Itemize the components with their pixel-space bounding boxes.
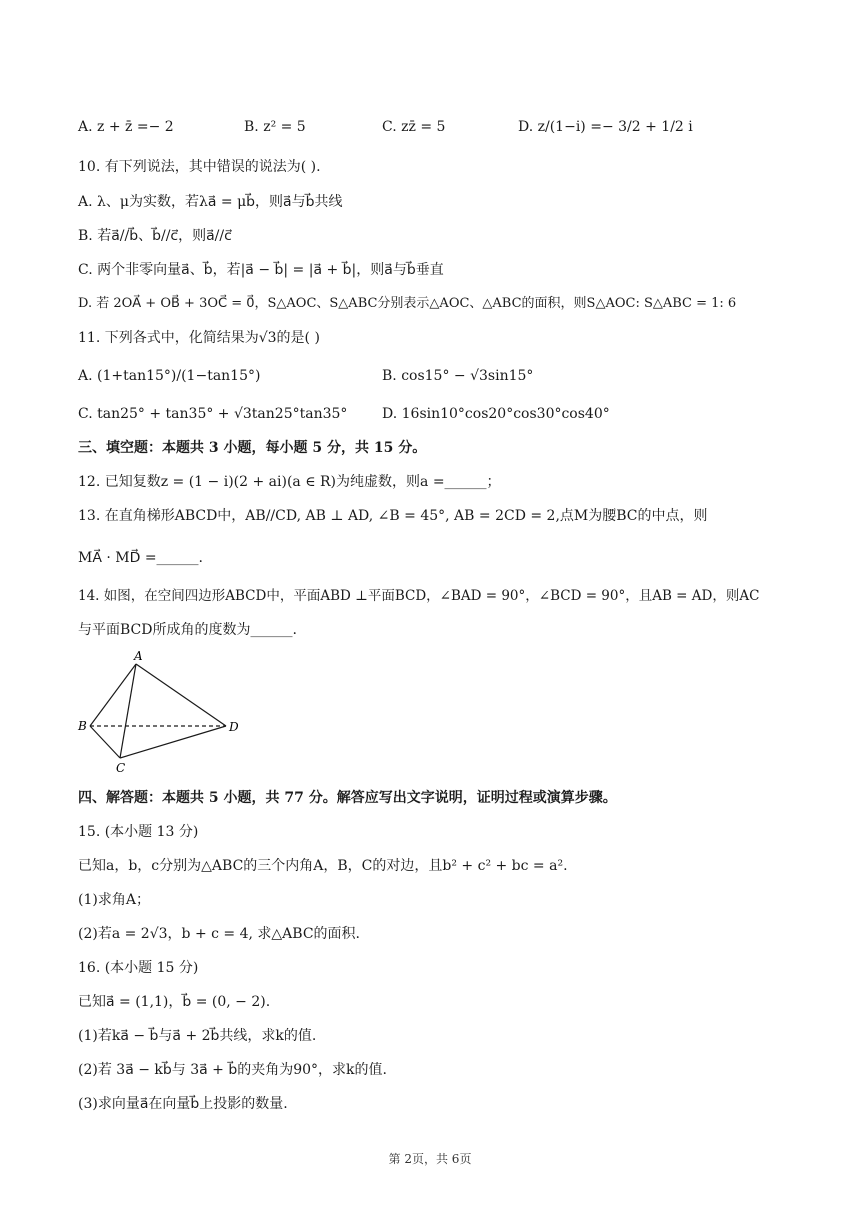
q10-stem: 10. 有下列说法，其中错误的说法为( ). [78, 159, 321, 175]
q15-stem: 已知a，b，c分别为△ABC的三个内角A，B，C的对边，且b² + c² + bc = a². [78, 858, 568, 874]
tetrahedron-figure [74, 646, 254, 776]
q16-heading: 16. (本小题 15 分) [78, 960, 199, 976]
q11-option-a: A. (1+tan15°)/(1−tan15°) [78, 368, 261, 384]
q13-text-line1: 13. 在直角梯形ABCD中，AB//CD, AB ⊥ AD, ∠B = 45°, AB = 2CD = 2,点M为腰BC的中点，则 [78, 508, 708, 524]
edge-ad [136, 664, 226, 726]
q16-part2: (2)若 3a⃗ − kb⃗与 3a⃗ + b⃗的夹角为90°，求k的值. [78, 1062, 387, 1078]
edge-ab [90, 664, 136, 726]
q9-option-b: B. z² = 5 [244, 119, 306, 135]
section-answer-title: 四、解答题：本题共 5 小题，共 77 分。解答应写出文字说明，证明过程或演算步骤。 [78, 790, 617, 806]
q10-option-d: D. 若 2OA⃗ + OB⃗ + 3OC⃗ = 0⃗，S△AOC、S△ABC分别表示△AOC、△ABC的面积，则S△AOC: S△ABC = 1: 6 [78, 296, 737, 311]
q10-option-a: A. λ、μ为实数，若λa⃗ = μb⃗，则a⃗与b⃗共线 [78, 194, 343, 210]
q14-text-line1: 14. 如图，在空间四边形ABCD中，平面ABD ⊥平面BCD，∠BAD = 90°，∠BCD = 90°，且AB = AD，则AC [78, 588, 760, 604]
q11-option-b: B. cos15° − √3sin15° [382, 368, 534, 384]
vertex-d-label: D [229, 720, 239, 734]
vertex-c-label: C [116, 761, 126, 775]
edge-bc [90, 726, 120, 758]
q9-option-c: C. zz̄ = 5 [382, 119, 446, 135]
q11-option-d: D. 16sin10°cos20°cos30°cos40° [382, 406, 610, 422]
section-fill-in-title: 三、填空题：本题共 3 小题，每小题 5 分，共 15 分。 [78, 440, 427, 456]
vertex-b-label: B [78, 719, 87, 733]
q16-part1: (1)若ka⃗ − b⃗与a⃗ + 2b⃗共线，求k的值. [78, 1028, 317, 1044]
q9-option-d: D. z/(1−i) =− 3/2 + 1/2 i [518, 119, 693, 135]
vertex-a-label: A [134, 649, 143, 663]
edge-cd [120, 726, 226, 758]
q14-text-line2: 与平面BCD所成角的度数为______. [78, 622, 297, 638]
q15-heading: 15. (本小题 13 分) [78, 824, 199, 840]
q16-stem: 已知a⃗ = (1,1)，b⃗ = (0, − 2). [78, 994, 271, 1010]
q13-text-line2: MA⃗ · MD⃗ =______. [78, 550, 204, 566]
q10-option-c: C. 两个非零向量a⃗、b⃗，若|a⃗ − b⃗| = |a⃗ + b⃗|，则a⃗与b⃗垂直 [78, 262, 444, 278]
page-footer: 第 2页，共 6页 [388, 1152, 472, 1166]
q12-text: 12. 已知复数z = (1 − i)(2 + ai)(a ∈ R)为纯虚数，则a =______； [78, 474, 501, 490]
q15-part2: (2)若a = 2√3，b + c = 4, 求△ABC的面积. [78, 926, 361, 942]
q9-option-a: A. z + z̄ =− 2 [78, 119, 174, 135]
q16-part3: (3)求向量a⃗在向量b⃗上投影的数量. [78, 1096, 288, 1112]
edge-ac [120, 664, 136, 758]
q11-stem: 11. 下列各式中，化简结果为√3的是( ) [78, 330, 320, 346]
q10-option-b: B. 若a⃗//b⃗、b⃗//c⃗，则a⃗//c⃗ [78, 228, 232, 244]
q11-option-c: C. tan25° + tan35° + √3tan25°tan35° [78, 406, 348, 422]
q15-part1: (1)求角A； [78, 892, 150, 908]
